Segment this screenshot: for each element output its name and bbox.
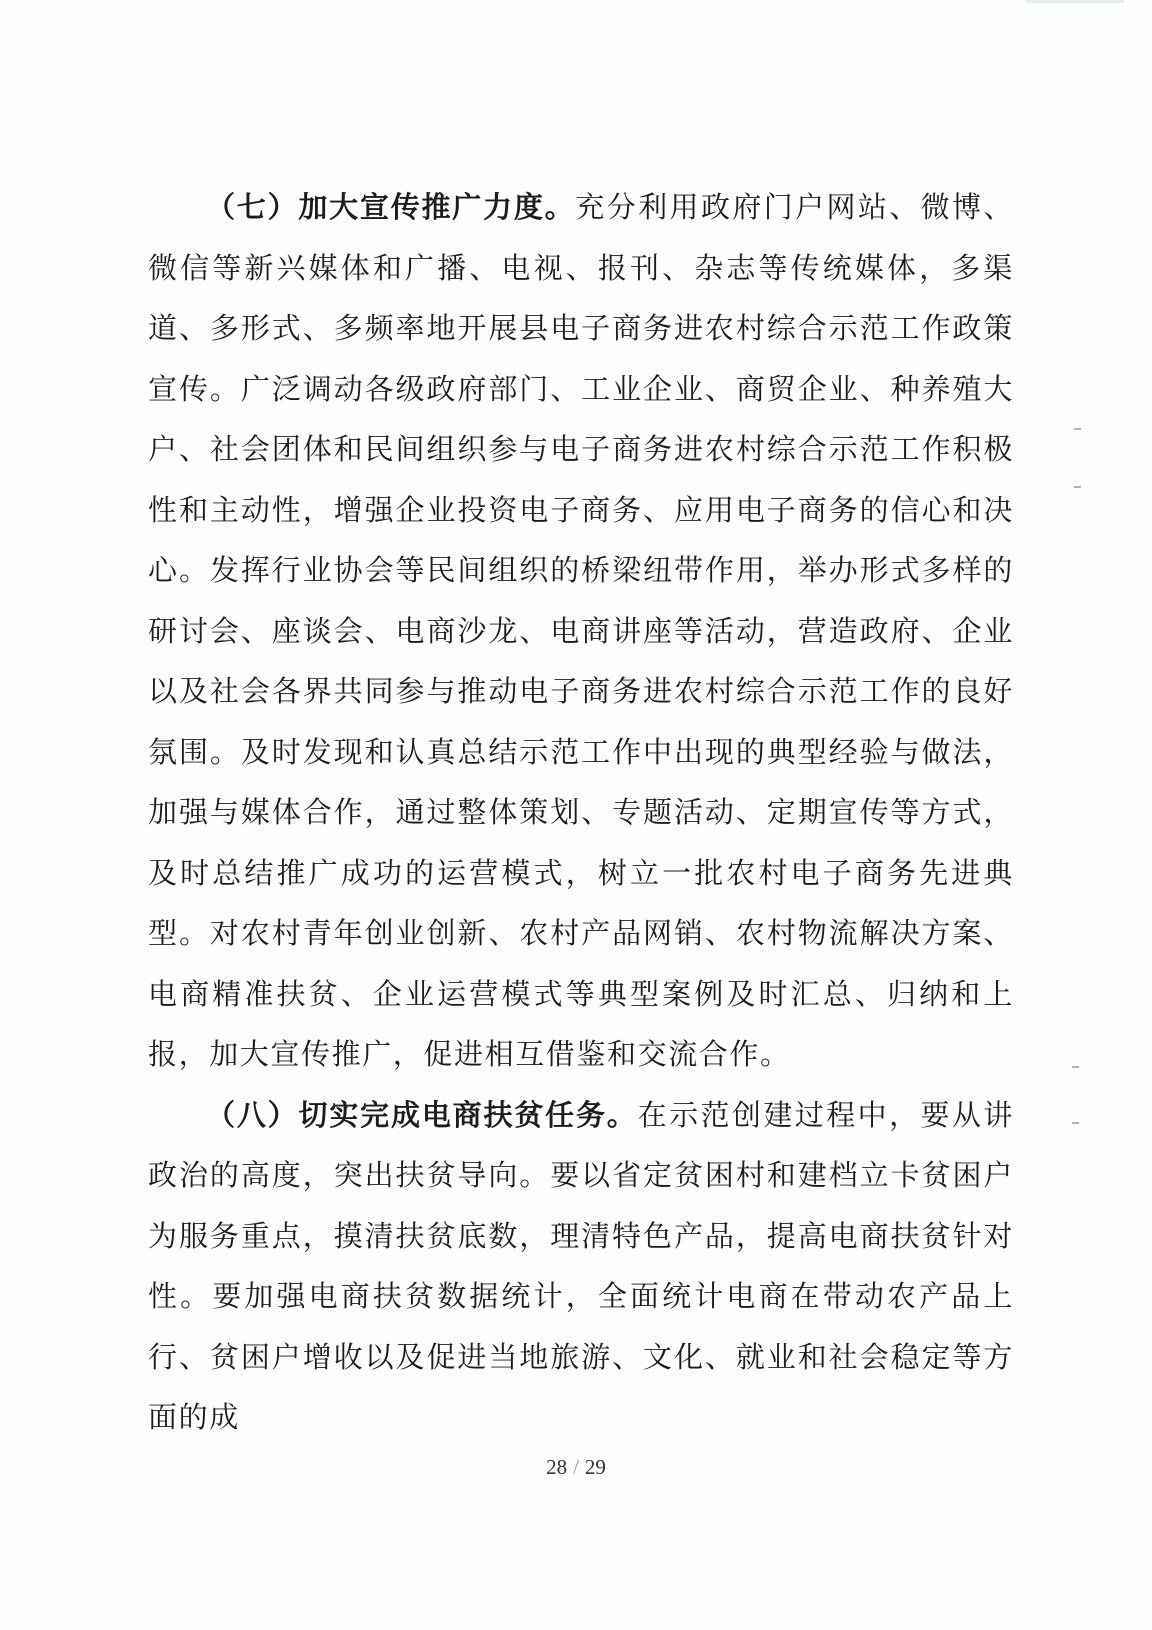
page-number (0, 1455, 1152, 1480)
paragraph-poverty-alleviation (148, 1085, 1014, 1448)
page-separator: / (573, 1455, 579, 1479)
margin-mark (1072, 1122, 1079, 1124)
paragraph-heading: （七）加大宣传推广力度。 (206, 190, 576, 224)
margin-mark (1074, 486, 1081, 488)
paragraph-text: 在示范创建过程中，要从讲政治的高度，突出扶贫导向。要以省定贫困村和建档立卡贫困户为服务重点，摸清扶贫底数，理清特色产品，提高电商扶贫针对性。要加强电商扶贫数据统计，全面统计电商在带动农产品上行、贫困户增收以及促进当地旅游、文化、就业和社会稳定等方面的成 (148, 1097, 1014, 1434)
paragraph-heading: （八）切实完成电商扶贫任务。 (206, 1097, 638, 1132)
paragraph-text: 充分利用政府门户网站、微博、微信等新兴媒体和广播、电视、报刊、杂志等传统媒体，多渠道、多形式、多频率地开展县电子商务进农村综合示范工作政策宣传。广泛调动各级政府部门、工业企业、商贸企业、种养殖大户、社会团体和民间组织参与电子商务进农村综合示范工作积极性和主动性，增强企业投资电子商务、应用电子商务的信心和决心。发挥行业协会等民间组织的桥梁纽带作用，举办形式多样的研讨会、座谈会、电商沙龙、电商讲座等活动，营造政府、企业以及社会各界共同参与推动电子商务进农村综合示范工作的良好氛围。及时发现和认真总结示范工作中出现的典型经验与做法，加强与媒体合作，通过整体策划、专题活动、定期宣传等方式，及时总结推广成功的运营模式，树立一批农村电子商务先进典型。对农村青年创业创新、农村产品网销、农村物流解决方案、电商精准扶贫、企业运营模式等典型案例及时汇总、归纳和上报，加大宣传推广，促进相互借鉴和交流合作。 (148, 190, 1014, 1071)
paragraph-publicity (148, 177, 1014, 1085)
margin-mark (1074, 428, 1081, 430)
current-page-number: 28 (546, 1455, 568, 1479)
document-body (148, 177, 1014, 1448)
total-pages-number: 29 (584, 1455, 606, 1479)
margin-mark (1072, 1066, 1079, 1068)
scan-edge-mark (1026, 0, 1124, 3)
